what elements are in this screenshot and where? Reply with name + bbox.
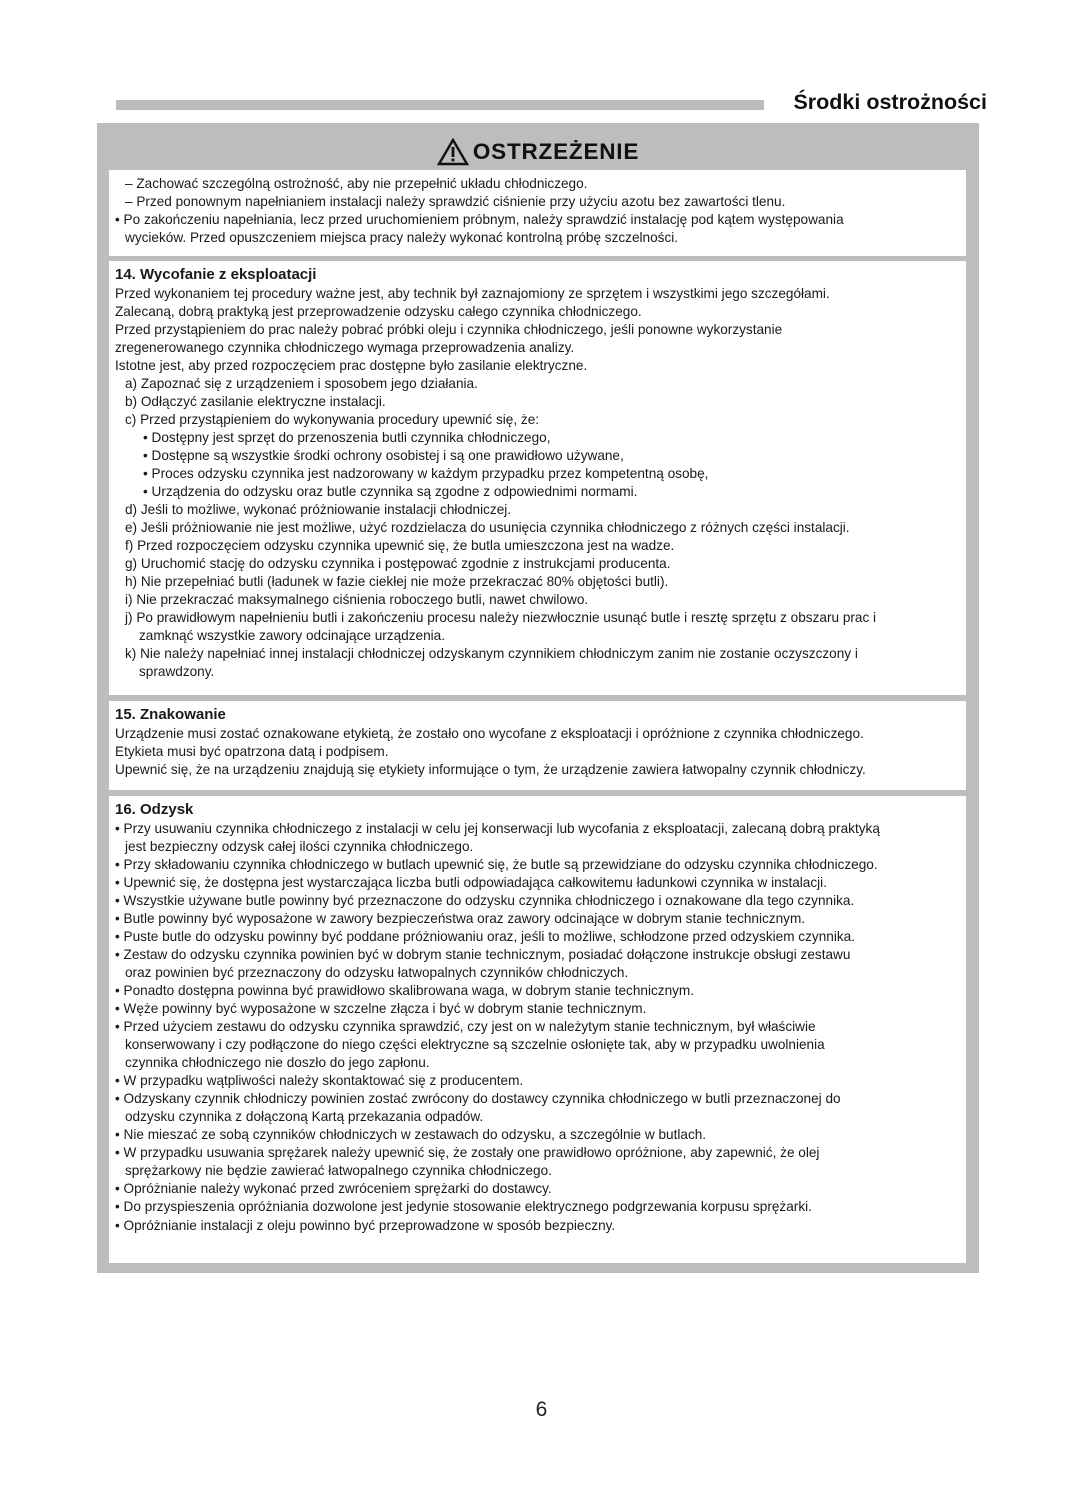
precautions-box [109,170,966,256]
list-item: b) Odłączyć zasilanie elektryczne instalacji. [125,393,386,409]
list-item: • Dostępne są wszystkie środki ochrony osobistej i są one prawidłowo używane, [143,447,624,463]
list-item: j) Po prawidłowym napełnieniu butli i zakończeniu procesu należy niezwłocznie usunąć butle i resztę sprzętu z obszaru prac i [125,610,877,626]
text-line: – Zachować szczególną ostrożność, aby nie przepełnić układu chłodniczego. [125,176,588,191]
list-item: sprawdzony. [139,664,215,680]
list-item: odzysku czynnika z dołączoną Kartą przekazania odpadów. [125,1109,484,1125]
section-heading: 15. Znakowanie [115,706,226,723]
list-item: • Wszystkie używane butle powinny być przeznaczone do odzysku czynnika chłodniczego i oznakowane dla tego czynnika. [115,892,855,908]
page-number: 6 [535,1398,548,1421]
list-item: sprężarkowy nie będzie zawierać łatwopalnego czynnika chłodniczego. [125,1163,552,1179]
list-item: • Nie mieszać ze sobą czynników chłodniczych w zestawach do odzysku, a szczególnie w butlach. [115,1127,707,1143]
text-line: Przed wykonaniem tej procedury ważne jest, aby technik był zaznajomiony ze sprzętem i wszystkimi jego szczegółami. [115,285,830,301]
list-item: f) Przed rozpoczęciem odzysku czynnika upewnić się, że butla umieszczona jest na wadze. [125,538,675,554]
text-line: Urządzenie musi zostać oznakowane etykietą, że zostało ono wycofane z eksploatacji i opróżnione z czynnika chłodniczego. [115,725,864,741]
list-item: • Butle powinny być wyposażone w zawory bezpieczeństwa oraz zawory odcinające w dobrym stanie technicznym. [115,910,806,926]
list-item: • Zestaw do odzysku czynnika powinien być w dobrym stanie technicznym, posiadać dołączone instrukcje obsługi zestawu [115,946,851,962]
list-item: • Opróżnianie instalacji z oleju powinno być przeprowadzone w sposób bezpieczny. [115,1217,616,1233]
text-line: wycieków. Przed opuszczeniem miejsca pracy należy wykonać kontrolną próbę szczelności. [125,230,679,246]
section-labelling [109,701,966,790]
list-item: e) Jeśli próżniowanie nie jest możliwe, użyć rozdzielacza do usunięcia czynnika chłodniczego z różnych części instalacji. [125,520,850,536]
section-decommissioning [109,261,966,695]
page-header-title: Środki ostrożności [793,90,987,114]
list-item: zamknąć wszystkie zawory odcinające urządzenia. [139,628,445,644]
list-item: g) Uruchomić stację do odzysku czynnika i postępować zgodnie z instrukcjami producenta. [125,556,671,572]
list-item: • Przed użyciem zestawu do odzysku czynnika sprawdzić, czy jest on w należytym stanie technicznym, był właściwie [115,1019,816,1035]
list-item: • Opróżnianie należy wykonać przed zwróceniem sprężarki do dostawcy. [115,1181,552,1197]
list-item: oraz powinien być przeznaczony do odzysku łatwopalnych czynników chłodniczych. [125,964,629,980]
list-item: • Węże powinny być wyposażone w szczelne złącza i być w dobrym stanie technicznym. [115,1000,647,1016]
text-line: Upewnić się, że na urządzeniu znajdują się etykiety informujące o tym, że urządzenie zawiera łatwopalny czynnik chłodniczy. [115,761,866,777]
list-item: • Upewnić się, że dostępna jest wystarczająca liczba butli odpowiadająca całkowitemu ładunkowi czynnika w instalacji. [115,874,827,890]
list-item: c) Przed przystąpieniem do wykonywania procedury upewnić się, że: [125,411,540,427]
list-item: i) Nie przekraczać maksymalnego ciśnienia roboczego butli, nawet chwilowo. [125,592,589,608]
list-item: czynnika chłodniczego nie doszło do jego zapłonu. [125,1055,430,1071]
list-item: jest bezpieczny odzysk całej ilości czynnika chłodniczego. [125,838,474,854]
list-item: a) Zapoznać się z urządzeniem i sposobem jego działania. [125,375,478,391]
list-item: • Proces odzysku czynnika jest nadzorowany w każdym przypadku przez kompetentną osobę, [143,465,709,481]
text-line: Etykieta musi być opatrzona datą i podpisem. [115,743,389,759]
list-item: • Urządzenia do odzysku oraz butle czynnika są zgodne z odpowiednimi normami. [143,484,638,500]
text-line: Istotne jest, aby przed rozpoczęciem prac dostępne było zasilanie elektryczne. [115,357,588,373]
warning-heading [97,135,979,169]
section-recovery [109,796,966,1263]
text-line: zregenerowanego czynnika chłodniczego wymaga przeprowadzenia analizy. [115,339,575,355]
list-item: d) Jeśli to możliwe, wykonać próżniowanie instalacji chłodniczej. [125,502,512,518]
list-item: • Puste butle do odzysku powinny być poddane próżniowaniu oraz, jeśli to możliwe, schłodzone przed odzyskiem czynnika. [115,928,855,944]
list-item: • W przypadku usuwania sprężarek należy upewnić się, że zostały one prawidłowo opróżnione, aby zapewnić, że olej [115,1145,820,1161]
text-line: – Przed ponownym napełnianiem instalacji należy sprawdzić ciśnienie przy użyciu azotu bez zawartości tlenu. [125,194,786,210]
list-item: • Ponadto dostępna powinna być prawidłowo skalibrowana waga, w dobrym stanie technicznym. [115,982,695,998]
list-item: • Dostępny jest sprzęt do przenoszenia butli czynnika chłodniczego, [143,429,551,445]
list-item: • Przy usuwaniu czynnika chłodniczego z instalacji w celu jej konserwacji lub wycofania z eksploatacji, zalecaną dobrą praktyką [115,820,880,836]
list-item: konserwowany i czy podłączone do niego części elektryczne są szczelnie osłonięte tak, aby w przypadku uwolnienia [125,1037,825,1053]
text-line: • Po zakończeniu napełniania, lecz przed uruchomieniem próbnym, należy sprawdzić instalację pod kątem występowania [115,212,844,228]
list-item: h) Nie przepełniać butli (ładunek w fazie ciekłej nie może przekraczać 80% objętości butli). [125,574,669,590]
text-line: Zalecaną, dobrą praktyką jest przeprowadzenie odzysku całego czynnika chłodniczego. [115,303,642,319]
list-item: • W przypadku wątpliwości należy skontaktować się z producentem. [115,1073,524,1089]
warning-title: OSTRZEŻENIE [472,139,640,164]
header-rule [116,100,764,110]
list-item: • Do przyspieszenia opróżniania dozwolone jest jedynie stosowanie elektrycznego podgrzewania korpusu sprężarki. [115,1199,812,1215]
warning-panel [97,123,979,1273]
list-item: • Odzyskany czynnik chłodniczy powinien zostać zwrócony do dostawcy czynnika chłodniczego w butli przeznaczonej do [115,1091,841,1107]
section-heading: 16. Odzysk [115,801,194,818]
text-line: Przed przystąpieniem do prac należy pobrać próbki oleju i czynnika chłodniczego, jeśli ponowne wykorzystanie [115,321,783,337]
list-item: k) Nie należy napełniać innej instalacji chłodniczej odzyskanym czynnikiem chłodniczym zanim nie zostanie oczyszczony i [125,646,858,662]
warning-triangle-icon [437,138,469,166]
section-heading: 14. Wycofanie z eksploatacji [115,266,317,283]
list-item: • Przy składowaniu czynnika chłodniczego w butlach upewnić się, że butle są przewidziane do odzysku czynnika chłodniczego. [115,856,878,872]
